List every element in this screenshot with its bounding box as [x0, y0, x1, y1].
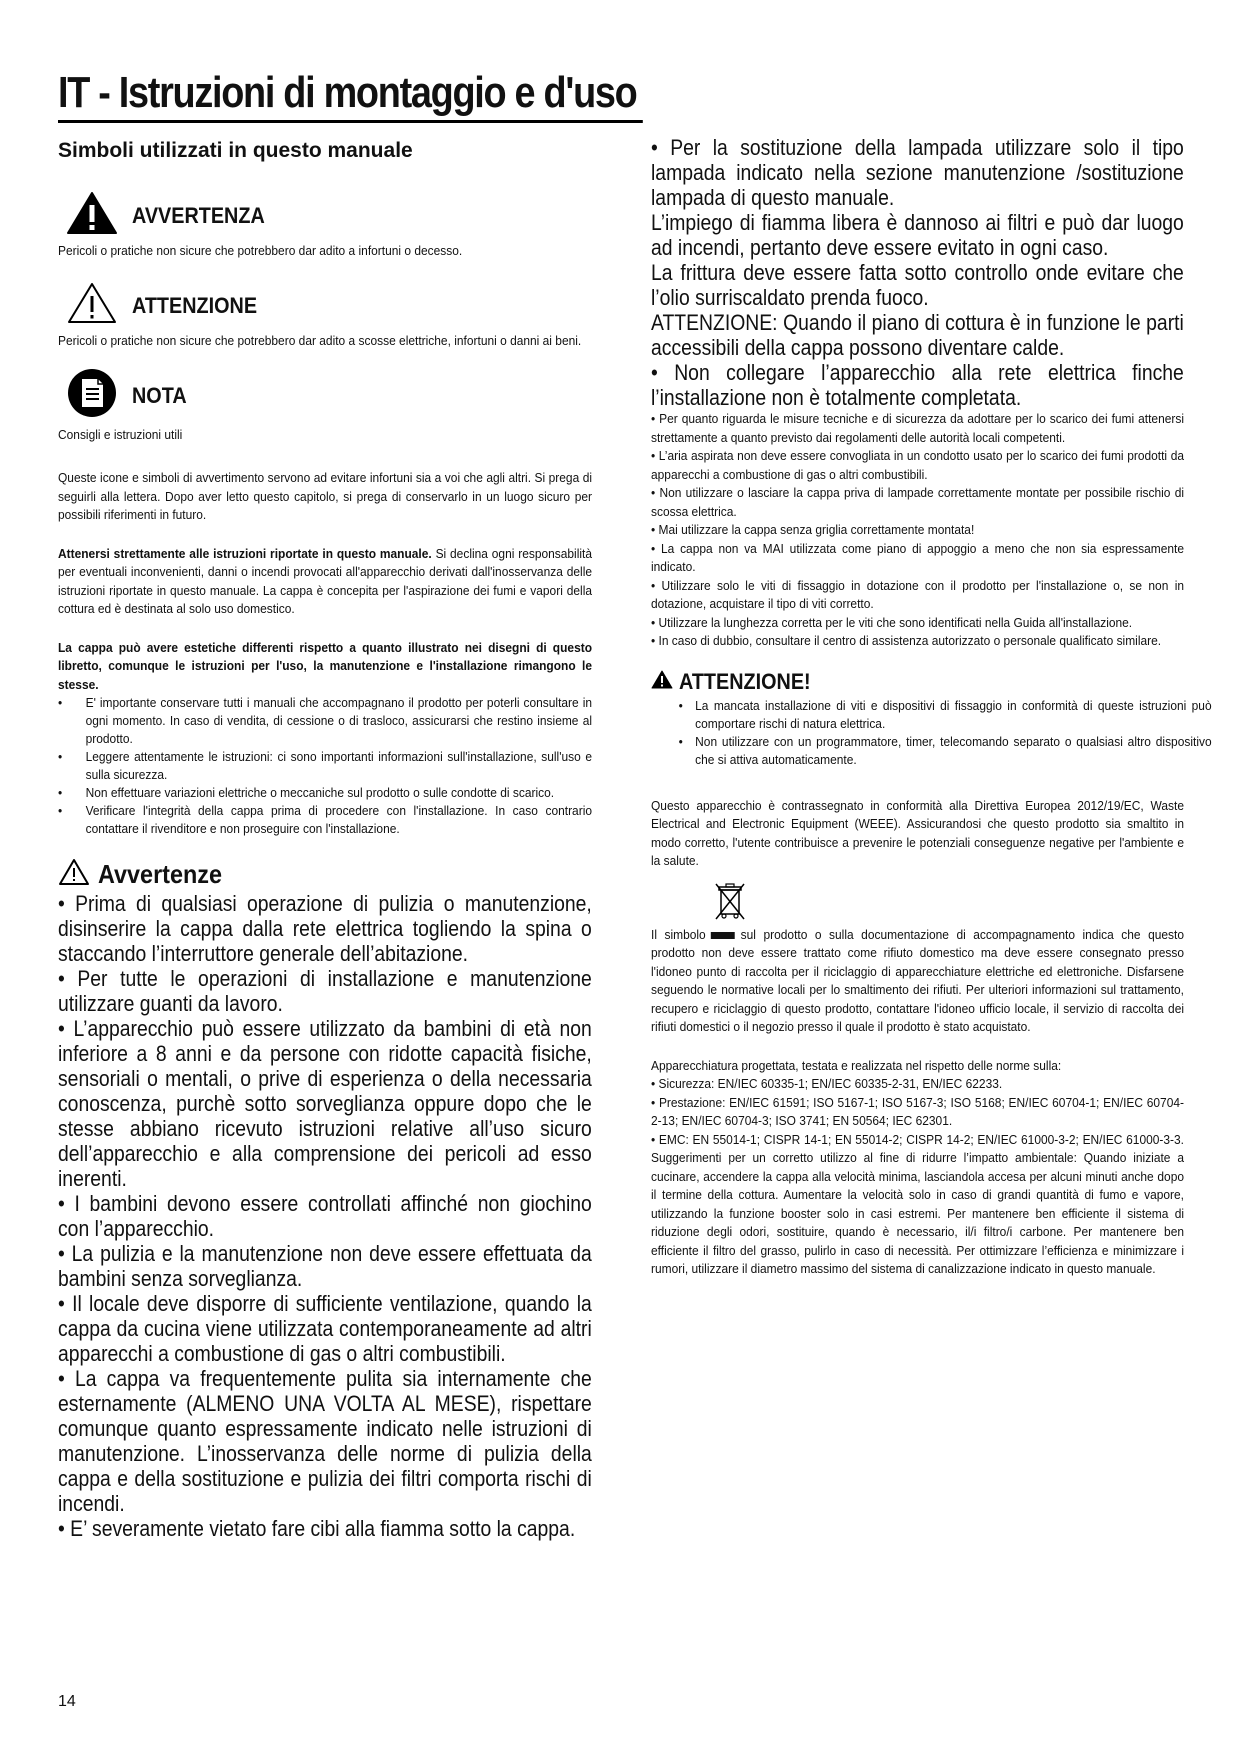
weee-paragraph-2-rest: sul prodotto o sulla documentazione di accompagnamento indica che questo prodotto non deve essere trattato come rifiuto domestico ma deve essere consegnato presso l'idoneo punto di raccolta per il riciclaggio di apparecchiature elettriche ed elettroniche. Disfarsene seguendo le normative locali per lo smaltimento dei rifiuti. Per ulteriori informazioni sul trattamento, recupero e riciclaggio di questo prodotto, contattare l'idoneo ufficio locale, il servizio di raccolta dei rifiuti domestici o il negozio presso il quale il prodotto è stato acquistato.	[651, 926, 1185, 1034]
list-item: La frittura deve essere fatta sotto controllo onde evitare che l’olio surriscaldato prenda fuoco.	[651, 260, 1184, 310]
list-item: • E' importante conservare tutti i manuali che accompagnano il prodotto per poterli consultare in ogni momento. In caso di vendita, di cessione o di trasloco, assicurarsi che restino insieme al prodotto.	[58, 694, 592, 748]
norms-block	[651, 1057, 1184, 1279]
list-item: • Per quanto riguarda le misure tecniche e di sicurezza da adottare per lo scarico dei fumi attenersi strettamente a quanto previsto dai regolamenti delle autorità locali competenti.	[651, 411, 1185, 445]
weee-paragraph-2-start: Il simbolo	[651, 926, 706, 942]
intro-paragraph-2-rest: Si declina ogni responsabilità per eventuali inconvenienti, danni o incendi provocati all'apparecchio derivati dall'inosservanza delle istruzioni riportate in questo manuale. La cappa è concepita per l'aspirazione dei fumi e vapori della cottura ed è destinata al solo uso domestico.	[58, 545, 593, 616]
list-item: • In caso di dubbio, consultare il centro di assistenza autorizzato o personale qualificato similare.	[651, 633, 1162, 648]
list-item: • Utilizzare solo le viti di fissaggio in dotazione con il prodotto per l'installazione o, se non in dotazione, acquistare il tipo di viti corretto.	[651, 577, 1185, 611]
norms-prestazione: • Prestazione: EN/IEC 61591; ISO 5167-1; ISO 5167-3; ISO 5168; EN/IEC 60704-1; EN/IEC 60704-2-13; EN/IEC 60704-3; ISO 3741; EN 50564; IEC 62301.	[651, 1094, 1185, 1128]
list-item: • Per tutte le operazioni di installazione e manutenzione utilizzare guanti da lavoro.	[58, 966, 592, 1016]
nota-row	[58, 367, 592, 424]
list-item: • Non utilizzare o lasciare la cappa priva di lampade correttamente montate per possibile rischio di scossa elettrica.	[651, 485, 1185, 519]
list-item: • Prima di qualsiasi operazione di pulizia o manutenzione, disinserire la cappa dalla rete elettrica togliendo la spina o staccando l’interruttore generale dell’abitazione.	[58, 891, 592, 966]
list-item: L’impiego di fiamma libera è dannoso ai filtri e può dar luogo ad incendi, pertanto deve essere evitato in ogni caso.	[651, 210, 1184, 260]
symbols-heading: Simboli utilizzati in questo manuale	[58, 139, 413, 162]
list-item: • Non utilizzare con un programmatore, timer, telecomando separato o qualsiasi altro dispositivo che si attiva automaticamente.	[679, 733, 1212, 769]
nota-label: NOTA	[132, 382, 187, 408]
avvertenza-row	[58, 191, 592, 240]
page-number: 14	[58, 1693, 76, 1710]
attenzione-label: ATTENZIONE	[132, 292, 258, 318]
note-icon	[66, 367, 118, 424]
list-item: • Utilizzare la lunghezza corretta per le viti che sono identificati nella Guida all'installazione.	[651, 614, 1133, 630]
list-item: ATTENZIONE: Quando il piano di cottura è in funzione le parti accessibili della cappa possono diventare calde.	[651, 310, 1184, 360]
avvertenze-heading-row	[58, 858, 592, 891]
warning-filled-icon	[66, 191, 118, 240]
attenzione-list	[651, 697, 1212, 769]
intro-paragraph-1: Queste icone e simboli di avvertimento servono ad evitare infortuni sia a voi che agli altri. Si prega di seguirli alla lettera. Dopo aver letto questo capitolo, si prega di conservarlo in un luogo sicuro per possibili riferimenti in futuro.	[58, 470, 593, 522]
list-item: • L’apparecchio può essere utilizzato da bambini di età non inferiore a 8 anni e da persone con ridotte capacità fisiche, sensoriali o mentali, o prive di esperienza o della necessaria conoscenza, purchè sotto sorveglianza oppure dopo che le stesse abbiano ricevuto istruzioni relative all’uso sicuro dell’apparecchio e alla comprensione dei pericoli ad esso inerenti.	[58, 1016, 592, 1191]
attenzione-heading-row	[651, 669, 1184, 695]
list-item: • La cappa non va MAI utilizzata come piano di appoggio a meno che non sia espressamente indicato.	[651, 540, 1185, 574]
attenzione-heading: ATTENZIONE!	[679, 668, 811, 694]
attenzione-row	[58, 281, 592, 330]
weee-bin-icon	[713, 881, 1184, 926]
avvertenza-desc: Pericoli o pratiche non sicure che potrebbero dar adito a infortuni o decesso.	[58, 243, 463, 258]
list-item: • L’aria aspirata non deve essere convogliata in un condotto usato per lo scarico dei fumi prodotti da apparecchi a combustione di gas o altri combustibili.	[651, 448, 1185, 482]
avvertenze-heading: Avvertenze	[98, 859, 223, 889]
list-item: • La pulizia e la manutenzione non deve essere effettuata da bambini senza sorveglianza.	[58, 1241, 592, 1291]
intro-paragraph-2-bold: Attenersi strettamente alle istruzioni riportate in questo manuale.	[58, 545, 432, 561]
norms-intro: Apparecchiatura progettata, testata e realizzata nel rispetto delle norme sulla:	[651, 1057, 1062, 1073]
weee-paragraph-2	[651, 926, 1184, 1037]
avvertenza-label: AVVERTENZA	[132, 202, 265, 228]
list-item: • Non effettuare variazioni elettriche o meccaniche sul prodotto o sulle condotte di scarico.	[58, 784, 592, 802]
list-item: • I bambini devono essere controllati affinché non giochino con l’apparecchio.	[58, 1191, 592, 1241]
right-column	[651, 135, 1212, 1279]
left-column	[58, 135, 592, 1541]
list-item: • Leggere attentamente le istruzioni: ci sono importanti informazioni sull'installazione, sull'uso e sulla sicurezza.	[58, 748, 592, 784]
weee-bar-icon	[711, 932, 735, 939]
list-item: • La cappa va frequentemente pulita sia internamente che esternamente (ALMENO UNA VOLTA AL MESE), rispettare comunque quanto espressamente indicato nelle istruzioni di manutenzione. L’inosservanza delle norme di pulizia della cappa e della sostituzione e pulizia dei filtri comporta rischi di incendi.	[58, 1366, 592, 1516]
intro-bullet-list	[58, 694, 592, 838]
attenzione-desc: Pericoli o pratiche non sicure che potrebbero dar adito a scosse elettriche, infortuni o danni ai beni.	[58, 333, 582, 348]
list-item: • La mancata installazione di viti e dispositivi di fissaggio in conformità di queste istruzioni può comportare rischi di natura elettrica.	[679, 697, 1212, 733]
avvertenze-list	[58, 891, 592, 1541]
warning-filled-icon	[651, 670, 673, 694]
right-warnings-small	[651, 410, 1184, 651]
list-item: • Il locale deve disporre di sufficiente ventilazione, quando la cappa da cucina viene utilizzata contemporaneamente ad altri apparecchi a combustione di gas o altri combustibili.	[58, 1291, 592, 1366]
right-warnings-large	[651, 135, 1184, 410]
page-title: IT - Istruzioni di montaggio e d'uso	[58, 68, 643, 123]
list-item: • Verificare l'integrità della cappa prima di procedere con l'installazione. In caso contrario contattare il rivenditore e non proseguire con l'installazione.	[58, 802, 592, 838]
norms-emc: • EMC: EN 55014-1; CISPR 14-1; EN 55014-2; CISPR 14-2; EN/IEC 61000-3-2; EN/IEC 61000-3-3. Suggerimenti per un corretto utilizzo al fine di ridurre l’impatto ambientale: Quando iniziate a cucinare, accendere la cappa alla velocità minima, lasciandola accesa per alcuni minuti anche dopo il termine della cottura. Aumentare la velocità solo in caso di grandi quantità di fumo e vapore, utilizzando la funzione booster solo in casi estremi. Per mantenere ben efficiente il sistema di riduzione degli odori, sostituire, quando è necessario, il/i filtro/i carbone. Per mantenere ben efficiente il filtro del grasso, pulirlo in caso di necessità. Per ottimizzare l’efficienza e minimizzare i rumori, utilizzare il diametro massimo del sistema di canalizzazione indicato in questo manuale.	[651, 1131, 1185, 1276]
list-item: • E’ severamente vietato fare cibi alla fiamma sotto la cappa.	[58, 1516, 576, 1541]
list-item: • Non collegare l’apparecchio alla rete elettrica finche l’installazione non è totalmente completata.	[651, 360, 1184, 410]
norms-sicurezza: • Sicurezza: EN/IEC 60335-1; EN/IEC 60335-2-31, EN/IEC 62233.	[651, 1076, 1003, 1091]
weee-paragraph-1: Questo apparecchio è contrassegnato in conformità alla Direttiva Europea 2012/19/EC, Waste Electrical and Electronic Equipment (WEEE). Assicurandosi che questo prodotto sia smaltito in modo corretto, l'utente contribuisce a prevenire le potenziali conseguenze negative per l'ambiente e la salute.	[651, 797, 1185, 868]
intro-paragraph-3: La cappa può avere estetiche differenti rispetto a quanto illustrato nei disegni di questo libretto, comunque le istruzioni per l'uso, la manutenzione e l'installazione rimangono le stesse.	[58, 639, 593, 692]
warning-outline-icon	[66, 281, 118, 330]
nota-desc: Consigli e istruzioni utili	[58, 427, 183, 442]
warning-outline-icon	[58, 858, 90, 891]
intro-paragraph-2	[58, 545, 592, 619]
list-item: • Per la sostituzione della lampada utilizzare solo il tipo lampada indicato nella sezione manutenzione /sostituzione lampada di questo manuale.	[651, 135, 1184, 210]
list-item: • Mai utilizzare la cappa senza griglia correttamente montata!	[651, 522, 975, 537]
